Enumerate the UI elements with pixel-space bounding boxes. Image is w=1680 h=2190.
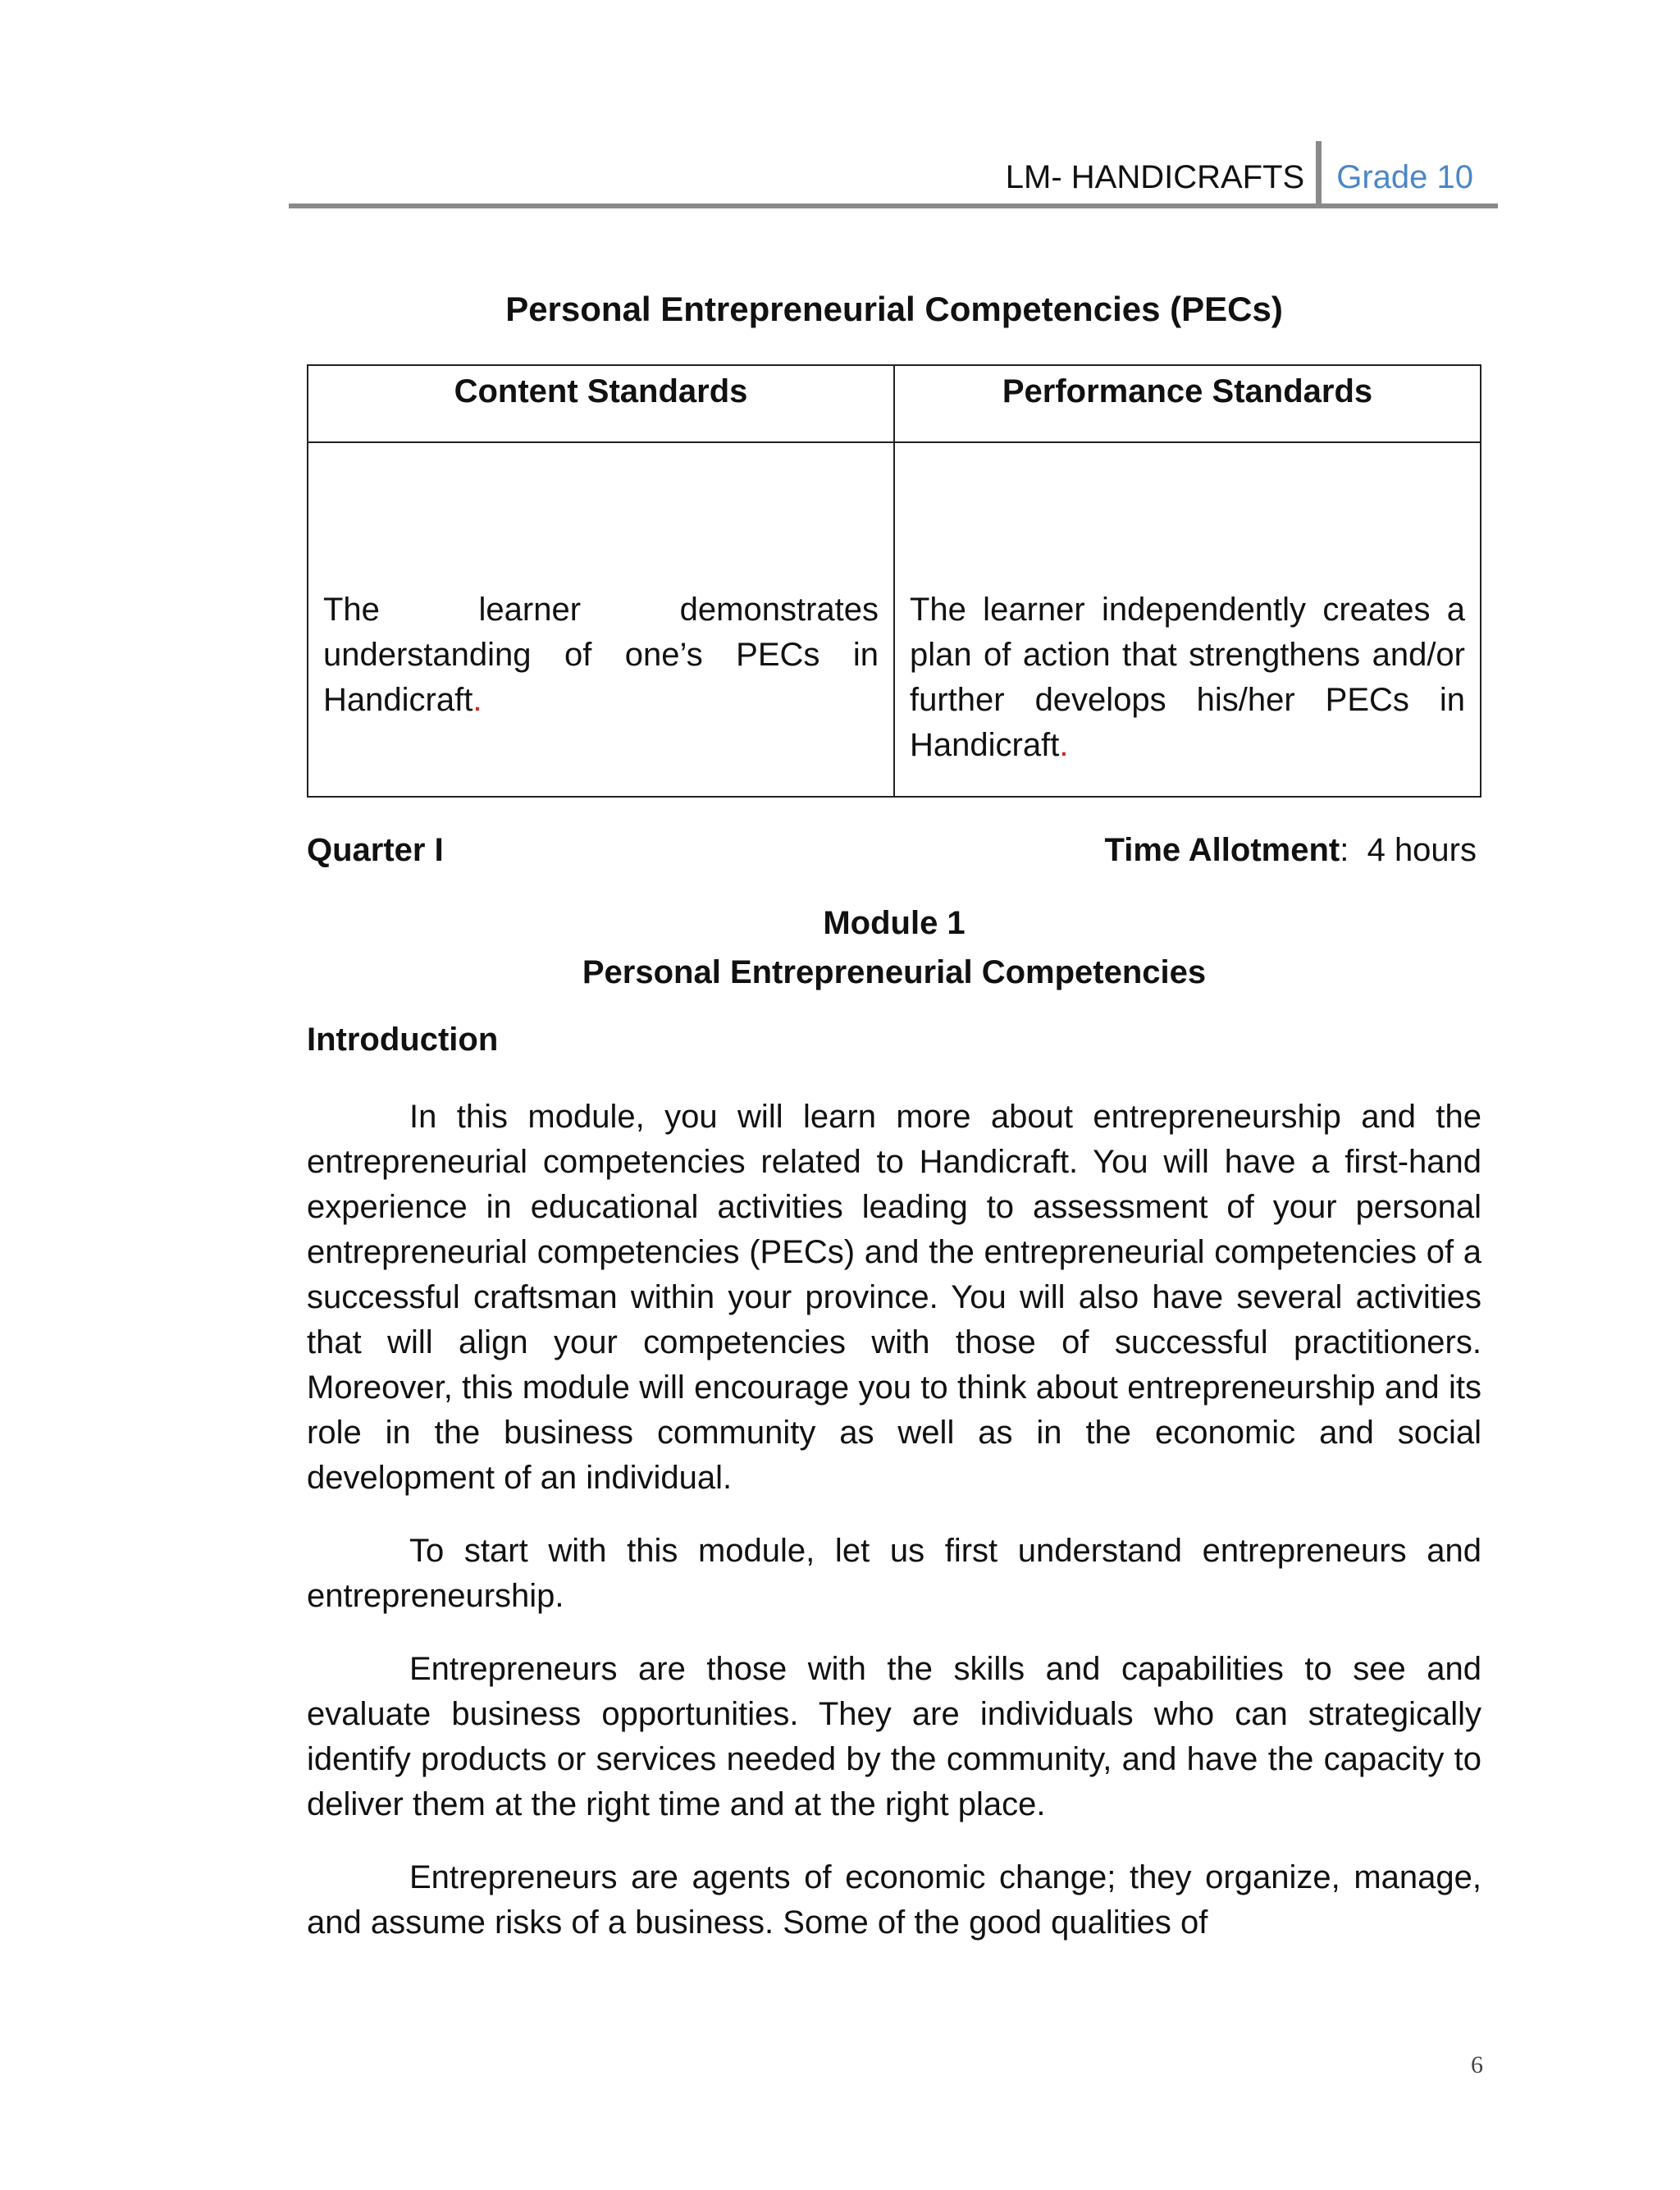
document-title: Personal Entrepreneurial Competencies (PECs) <box>505 290 1283 328</box>
running-header-labels <box>1006 141 1473 203</box>
quarter-label: Quarter I <box>307 832 444 868</box>
table-row <box>308 442 1481 797</box>
running-header <box>289 141 1498 208</box>
paragraph: To start with this module, let us first understand entrepreneurs and entrepreneurship. <box>307 1533 1481 1614</box>
time-allotment-label: Time Allotment <box>1104 832 1340 868</box>
quarter-time-row <box>307 827 1477 873</box>
performance-standard-text: The learner independently creates a plan of action that strengthens and/or further develops his/her PECs in Handicraft <box>910 592 1465 763</box>
standards-table <box>307 364 1481 798</box>
time-allotment: Time Allotment: 4 hours <box>1104 832 1477 868</box>
time-allotment-value: 4 hours <box>1367 832 1477 868</box>
module-number: Module 1 <box>823 905 966 941</box>
grade-label: Grade 10 <box>1336 159 1473 195</box>
module-title: Personal Entrepreneurial Competencies <box>582 954 1207 990</box>
content-standard-period: . <box>472 682 482 718</box>
performance-standard-period: . <box>1059 727 1069 763</box>
table-header-row <box>308 365 1481 442</box>
performance-standard-cell <box>894 442 1481 797</box>
content-standard-cell <box>308 442 894 797</box>
header-divider <box>1316 141 1322 203</box>
page-number: 6 <box>1471 2051 1483 2078</box>
performance-standards-header: Performance Standards <box>894 365 1481 442</box>
paragraph: Entrepreneurs are those with the skills and capabilities to see and evaluate business opportunities. They are individuals who can strategically identify products or services needed by the community, and have the capacity to deliver them at the right time and at the right place. <box>307 1651 1481 1822</box>
section-heading-introduction: Introduction <box>307 1022 499 1058</box>
content-standards-header: Content Standards <box>308 365 894 442</box>
content-standard-text: The learner demonstrates understanding of one’s PECs in Handicraft <box>323 592 879 718</box>
module-code-label: LM- HANDICRAFTS <box>1005 159 1305 195</box>
introduction-body <box>307 1095 1481 1973</box>
paragraph: In this module, you will learn more about entrepreneurship and the entrepreneurial competencies related to Handicraft. You will have a first-hand experience in educational activities leading to assessment of your personal entrepreneurial competencies (PECs) and the entrepreneurial competencies of a successful craftsman within your province. You will also have several activities that will align your competencies with those of successful practitioners. Moreover, this module will encourage you to think about entrepreneurship and its role in the business community as well as in the economic and social development of an individual. <box>307 1099 1481 1496</box>
paragraph: Entrepreneurs are agents of economic change; they organize, manage, and assume risks of a business. Some of the good qualities of <box>307 1859 1481 1941</box>
